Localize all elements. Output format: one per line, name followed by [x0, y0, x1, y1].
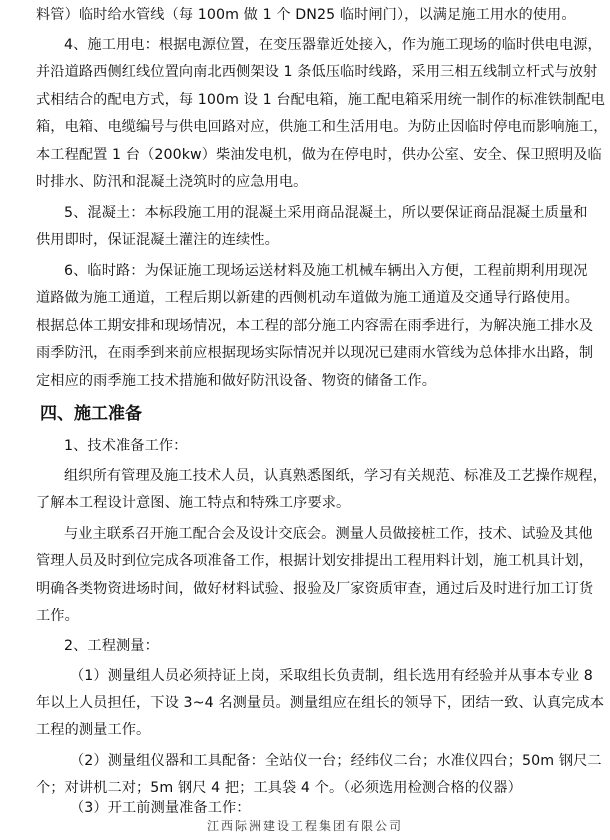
paragraph-line: 6、临时路：为保证施工现场运送材料及施工机械车辆出入方便，工程前期利用现况 — [64, 263, 588, 279]
paragraph-line: 了解本工程设计意图、施工特点和特殊工序要求。 — [36, 495, 351, 511]
paragraph-line: 料管）临时给水管线（每 100m 做 1 个 DN25 临时闸门），以满足施工用水的使用。 — [36, 7, 576, 23]
paragraph-line: 道路做为施工通道，工程后期以新建的西侧机动车道做为施工通道及交通导行路使用。 — [36, 290, 579, 306]
paragraph-line: 箱，电箱、电缆编号与供电回路对应，供施工和生活用电。为防止因临时停电而影响施工， — [36, 119, 608, 135]
paragraph-line: 式相结合的配电方式，每 100m 设 1 台配电箱，施工配电箱采用统一制作的标准铁制配电 — [36, 92, 605, 108]
paragraph-line: （1）测量组人员必须持证上岗，采取组长负责制，组长选用有经验并从事本专业 8 — [70, 668, 593, 684]
paragraph-line: 2、工程测量： — [64, 638, 159, 654]
paragraph-line: 根据总体工期安排和现场情况，本工程的部分施工内容需在雨季进行，为解决施工排水及 — [36, 318, 594, 334]
paragraph-line: 明确各类物资进场时间，做好材料试验、报验及厂家资质审查，通过后及时进行加工订货 — [36, 581, 594, 597]
paragraph-line: 与业主联系召开施工配合会及设计交底会。测量人员做接桩工作，技术、试验及其他 — [64, 526, 593, 542]
paragraph-line: 1、技术准备工作： — [64, 438, 188, 454]
paragraph-line: 定相应的雨季施工技术措施和做好防汛设备、物资的储备工作。 — [36, 373, 437, 389]
paragraph-line: 管理人员及时到位完成各项准备工作，根据计划安排提出工程用料计划，施工机具计划， — [36, 553, 594, 569]
paragraph-line: 并沿道路西侧红线位置向南北西侧架设 1 条低压临时线路，采用三相五线制立杆式与放射 — [36, 64, 598, 80]
paragraph-line: 工程的测量工作。 — [36, 722, 151, 738]
paragraph-line: 年以上人员担任，下设 3~4 名测量员。测量组应在组长的领导下，团结一致、认真完成本 — [36, 695, 605, 711]
paragraph-line: 本工程配置 1 台（200kw）柴油发电机，做为在停电时，供办公室、安全、保卫照明及临 — [36, 147, 602, 163]
paragraph-line: （3）开工前测量准备工作： — [70, 800, 251, 816]
section-heading: 四、施工准备 — [40, 404, 142, 424]
paragraph-line: 组织所有管理及施工技术人员，认真熟悉图纸，学习有关规范、标准及工艺操作规程， — [64, 468, 607, 484]
paragraph-line: 个；对讲机二对；5m 钢尺 4 把；工具袋 4 个。（必须选用检测合格的仪器） — [36, 780, 522, 796]
paragraph-line: （2）测量组仪器和工具配备：全站仪一台；经纬仪二台；水准仪四台；50m 钢尺二 — [70, 753, 602, 769]
paragraph-line: 5、混凝土：本标段施工用的混凝土采用商品混凝土，所以要保证商品混凝土质量和 — [64, 205, 588, 221]
footer-company-name: 江西际洲建设工程集团有限公司 — [206, 819, 403, 833]
paragraph-line: 供用即时，保证混凝土灌注的连续性。 — [36, 232, 279, 248]
paragraph-line: 工作。 — [36, 608, 79, 624]
paragraph-line: 时排水、防汛和混凝土浇筑时的应急用电。 — [36, 174, 308, 190]
paragraph-line: 雨季防汛，在雨季到来前应根据现场实际情况并以现况已建雨水管线为总体排水出路，制 — [36, 345, 594, 361]
paragraph-line: 4、施工用电：根据电源位置，在变压器靠近处接入，作为施工现场的临时供电电源， — [64, 37, 602, 53]
